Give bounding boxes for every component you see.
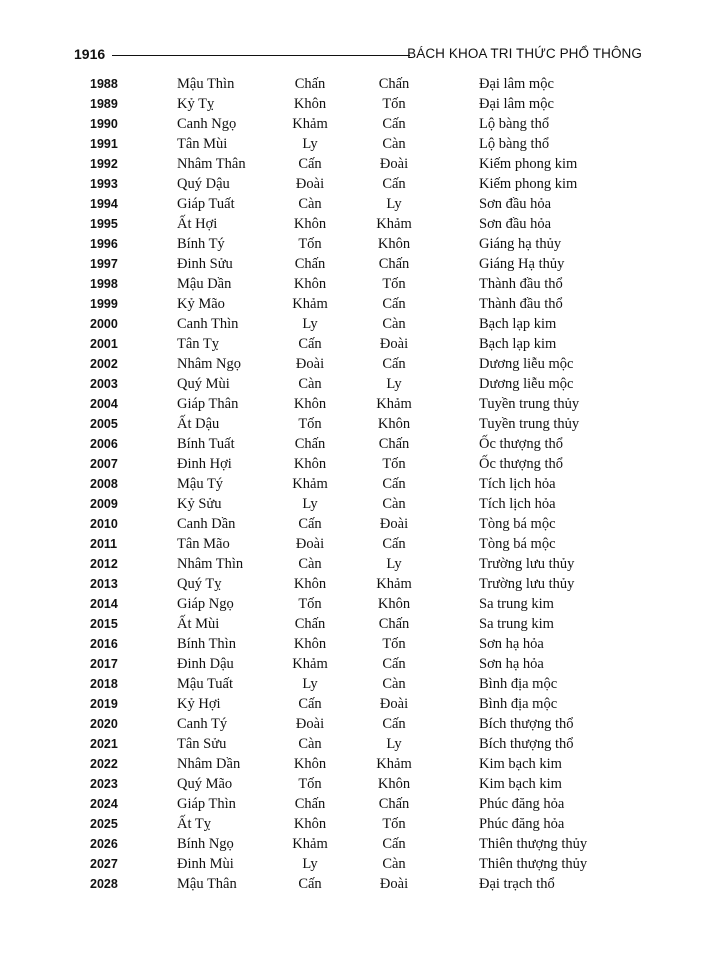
can-chi-cell: Ất Mùi	[177, 616, 220, 632]
element-cell: Sơn đầu hỏa	[479, 216, 552, 232]
year-cell: 2013	[90, 577, 118, 591]
year-cell: 2026	[90, 837, 118, 851]
element-cell: Kiếm phong kim	[479, 176, 578, 192]
table-row	[0, 213, 705, 233]
trigram-male-cell: Đoài	[295, 176, 325, 192]
element-cell: Dương liễu mộc	[479, 356, 574, 372]
element-cell: Tòng bá mộc	[479, 536, 556, 552]
year-cell: 1994	[90, 197, 118, 211]
trigram-male-cell: Tốn	[298, 236, 322, 252]
can-chi-cell: Bính Ngọ	[177, 836, 234, 852]
element-cell: Thành đầu thổ	[479, 296, 563, 312]
element-cell: Thiên thượng thủy	[479, 856, 588, 872]
trigram-female-cell: Khôn	[377, 596, 411, 612]
year-cell: 2000	[90, 317, 118, 331]
can-chi-cell: Giáp Ngọ	[177, 596, 234, 612]
table-row	[0, 833, 705, 853]
trigram-female-cell: Chấn	[378, 436, 410, 452]
trigram-female-cell: Càn	[382, 496, 406, 512]
table-row	[0, 393, 705, 413]
element-cell: Giáng hạ thủy	[479, 236, 562, 252]
year-cell: 2009	[90, 497, 118, 511]
year-cell: 1988	[90, 77, 118, 91]
trigram-male-cell: Cấn	[298, 156, 322, 172]
table-row	[0, 433, 705, 453]
trigram-male-cell: Ly	[302, 316, 318, 332]
table-row	[0, 573, 705, 593]
year-cell: 1990	[90, 117, 118, 131]
trigram-female-cell: Chấn	[378, 796, 410, 812]
can-chi-cell: Mậu Tuất	[177, 676, 234, 692]
can-chi-cell: Tân Mùi	[177, 136, 228, 152]
element-cell: Đại lâm mộc	[479, 96, 554, 112]
element-cell: Tuyền trung thủy	[479, 396, 580, 412]
table-row	[0, 693, 705, 713]
year-cell: 2016	[90, 637, 118, 651]
can-chi-cell: Tân Tỵ	[177, 336, 220, 352]
trigram-male-cell: Chấn	[294, 616, 326, 632]
can-chi-cell: Nhâm Thân	[177, 156, 246, 172]
element-cell: Phúc đăng hỏa	[479, 816, 565, 832]
element-cell: Giáng Hạ thủy	[479, 256, 565, 272]
trigram-male-cell: Khôn	[293, 456, 327, 472]
can-chi-cell: Canh Dần	[177, 516, 236, 532]
table-row	[0, 173, 705, 193]
element-cell: Dương liễu mộc	[479, 376, 574, 392]
trigram-female-cell: Cấn	[382, 716, 406, 732]
trigram-male-cell: Chấn	[294, 76, 326, 92]
element-cell: Bình địa mộc	[479, 676, 558, 692]
trigram-male-cell: Càn	[298, 736, 322, 752]
table-row	[0, 753, 705, 773]
year-cell: 2012	[90, 557, 118, 571]
page-number: 1916	[74, 46, 106, 62]
trigram-male-cell: Khôn	[293, 276, 327, 292]
can-chi-cell: Quý Mão	[177, 776, 233, 792]
element-cell: Trường lưu thủy	[479, 556, 575, 572]
year-cell: 2014	[90, 597, 118, 611]
can-chi-cell: Mậu Tý	[177, 476, 224, 492]
table-row	[0, 253, 705, 273]
year-table	[0, 73, 705, 893]
element-cell: Lộ bàng thổ	[479, 116, 550, 132]
trigram-female-cell: Cấn	[382, 176, 406, 192]
year-cell: 2020	[90, 717, 118, 731]
can-chi-cell: Tân Sửu	[177, 736, 227, 752]
table-row	[0, 353, 705, 373]
can-chi-cell: Tân Mão	[177, 536, 230, 552]
table-row	[0, 493, 705, 513]
table-row	[0, 613, 705, 633]
year-cell: 2023	[90, 777, 118, 791]
trigram-male-cell: Chấn	[294, 796, 326, 812]
table-row	[0, 453, 705, 473]
element-cell: Tích lịch hỏa	[479, 496, 556, 512]
year-cell: 1991	[90, 137, 118, 151]
trigram-female-cell: Chấn	[378, 256, 410, 272]
table-row	[0, 93, 705, 113]
trigram-male-cell: Chấn	[294, 436, 326, 452]
trigram-male-cell: Khảm	[292, 116, 328, 132]
can-chi-cell: Quý Dậu	[177, 176, 230, 192]
year-cell: 2019	[90, 697, 118, 711]
can-chi-cell: Giáp Tuất	[177, 196, 235, 212]
trigram-male-cell: Cấn	[298, 336, 322, 352]
trigram-female-cell: Ly	[386, 556, 402, 572]
can-chi-cell: Canh Ngọ	[177, 116, 237, 132]
year-cell: 2011	[90, 537, 118, 551]
element-cell: Bích thượng thổ	[479, 736, 574, 752]
element-cell: Bích thượng thổ	[479, 716, 574, 732]
can-chi-cell: Kỷ Hợi	[177, 696, 221, 712]
can-chi-cell: Mậu Thìn	[177, 76, 235, 92]
trigram-male-cell: Chấn	[294, 256, 326, 272]
trigram-male-cell: Ly	[302, 856, 318, 872]
trigram-female-cell: Càn	[382, 316, 406, 332]
trigram-male-cell: Ly	[302, 136, 318, 152]
year-cell: 2002	[90, 357, 118, 371]
year-cell: 2010	[90, 517, 118, 531]
trigram-male-cell: Ly	[302, 676, 318, 692]
trigram-male-cell: Cấn	[298, 516, 322, 532]
element-cell: Tuyền trung thủy	[479, 416, 580, 432]
table-row	[0, 593, 705, 613]
trigram-female-cell: Cấn	[382, 476, 406, 492]
trigram-male-cell: Khảm	[292, 296, 328, 312]
year-cell: 1997	[90, 257, 118, 271]
element-cell: Bạch lạp kim	[479, 336, 557, 352]
can-chi-cell: Nhâm Ngọ	[177, 356, 242, 372]
element-cell: Kim bạch kim	[479, 756, 562, 772]
year-cell: 2005	[90, 417, 118, 431]
table-row	[0, 233, 705, 253]
year-cell: 2001	[90, 337, 118, 351]
year-cell: 2015	[90, 617, 118, 631]
table-row	[0, 673, 705, 693]
can-chi-cell: Ất Tỵ	[177, 816, 211, 832]
element-cell: Phúc đăng hỏa	[479, 796, 565, 812]
table-row	[0, 873, 705, 893]
trigram-male-cell: Càn	[298, 556, 322, 572]
trigram-female-cell: Cấn	[382, 836, 406, 852]
table-row	[0, 513, 705, 533]
year-cell: 2017	[90, 657, 118, 671]
year-cell: 2022	[90, 757, 118, 771]
table-row	[0, 333, 705, 353]
can-chi-cell: Đinh Hợi	[177, 456, 232, 472]
table-row	[0, 793, 705, 813]
trigram-female-cell: Đoài	[379, 516, 409, 532]
year-cell: 2003	[90, 377, 118, 391]
trigram-female-cell: Cấn	[382, 296, 406, 312]
trigram-male-cell: Khôn	[293, 816, 327, 832]
book-title: BÁCH KHOA TRI THỨC PHỔ THÔNG	[407, 46, 642, 61]
element-cell: Ốc thượng thổ	[479, 456, 563, 472]
trigram-female-cell: Khảm	[376, 576, 412, 592]
trigram-male-cell: Đoài	[295, 716, 325, 732]
element-cell: Sa trung kim	[479, 616, 554, 632]
year-cell: 2007	[90, 457, 118, 471]
table-row	[0, 713, 705, 733]
can-chi-cell: Ất Hợi	[177, 216, 218, 232]
trigram-male-cell: Tốn	[298, 416, 322, 432]
trigram-female-cell: Chấn	[378, 616, 410, 632]
can-chi-cell: Mậu Dần	[177, 276, 232, 292]
trigram-male-cell: Khôn	[293, 216, 327, 232]
trigram-female-cell: Đoài	[379, 336, 409, 352]
year-cell: 2006	[90, 437, 118, 451]
element-cell: Sa trung kim	[479, 596, 554, 612]
trigram-female-cell: Càn	[382, 136, 406, 152]
year-cell: 2021	[90, 737, 118, 751]
trigram-female-cell: Đoài	[379, 876, 409, 892]
trigram-male-cell: Khôn	[293, 96, 327, 112]
year-cell: 2018	[90, 677, 118, 691]
trigram-male-cell: Cấn	[298, 876, 322, 892]
trigram-male-cell: Khôn	[293, 756, 327, 772]
element-cell: Đại trạch thổ	[479, 876, 555, 892]
table-row	[0, 293, 705, 313]
can-chi-cell: Kỷ Sửu	[177, 496, 222, 512]
can-chi-cell: Giáp Thìn	[177, 796, 236, 812]
trigram-male-cell: Khôn	[293, 396, 327, 412]
can-chi-cell: Ất Dậu	[177, 416, 220, 432]
trigram-male-cell: Khảm	[292, 656, 328, 672]
trigram-female-cell: Khảm	[376, 756, 412, 772]
table-row	[0, 733, 705, 753]
year-cell: 2028	[90, 877, 118, 891]
can-chi-cell: Đinh Sửu	[177, 256, 233, 272]
page-header	[74, 44, 642, 66]
element-cell: Sơn hạ hỏa	[479, 636, 544, 652]
trigram-female-cell: Tốn	[382, 816, 406, 832]
year-cell: 1995	[90, 217, 118, 231]
trigram-male-cell: Đoài	[295, 356, 325, 372]
table-row	[0, 473, 705, 493]
element-cell: Tích lịch hỏa	[479, 476, 556, 492]
year-cell: 2025	[90, 817, 118, 831]
element-cell: Ốc thượng thổ	[479, 436, 563, 452]
trigram-male-cell: Ly	[302, 496, 318, 512]
table-row	[0, 773, 705, 793]
trigram-female-cell: Ly	[386, 736, 402, 752]
trigram-male-cell: Khôn	[293, 636, 327, 652]
year-cell: 1996	[90, 237, 118, 251]
trigram-male-cell: Tốn	[298, 776, 322, 792]
table-row	[0, 73, 705, 93]
year-cell: 1989	[90, 97, 118, 111]
year-cell: 1999	[90, 297, 118, 311]
trigram-female-cell: Cấn	[382, 536, 406, 552]
can-chi-cell: Kỷ Tỵ	[177, 96, 215, 112]
table-row	[0, 653, 705, 673]
table-row	[0, 853, 705, 873]
element-cell: Trường lưu thủy	[479, 576, 575, 592]
year-cell: 2008	[90, 477, 118, 491]
element-cell: Thiên thượng thủy	[479, 836, 588, 852]
trigram-female-cell: Khôn	[377, 236, 411, 252]
element-cell: Thành đầu thổ	[479, 276, 563, 292]
element-cell: Đại lâm mộc	[479, 76, 554, 92]
trigram-female-cell: Khảm	[376, 216, 412, 232]
can-chi-cell: Canh Tý	[177, 716, 228, 732]
trigram-male-cell: Khảm	[292, 836, 328, 852]
trigram-female-cell: Đoài	[379, 696, 409, 712]
trigram-female-cell: Tốn	[382, 636, 406, 652]
trigram-female-cell: Tốn	[382, 96, 406, 112]
trigram-female-cell: Càn	[382, 856, 406, 872]
trigram-male-cell: Khôn	[293, 576, 327, 592]
trigram-female-cell: Ly	[386, 376, 402, 392]
year-cell: 2004	[90, 397, 118, 411]
year-cell: 2027	[90, 857, 118, 871]
trigram-female-cell: Khôn	[377, 416, 411, 432]
element-cell: Kiếm phong kim	[479, 156, 578, 172]
trigram-female-cell: Tốn	[382, 276, 406, 292]
trigram-female-cell: Ly	[386, 196, 402, 212]
table-row	[0, 193, 705, 213]
can-chi-cell: Nhâm Dần	[177, 756, 241, 772]
trigram-female-cell: Cấn	[382, 116, 406, 132]
can-chi-cell: Canh Thìn	[177, 316, 239, 332]
year-cell: 1993	[90, 177, 118, 191]
element-cell: Bình địa mộc	[479, 696, 558, 712]
trigram-female-cell: Cấn	[382, 356, 406, 372]
trigram-male-cell: Càn	[298, 196, 322, 212]
trigram-female-cell: Đoài	[379, 156, 409, 172]
can-chi-cell: Nhâm Thìn	[177, 556, 244, 572]
table-row	[0, 273, 705, 293]
element-cell: Kim bạch kim	[479, 776, 562, 792]
can-chi-cell: Kỷ Mão	[177, 296, 225, 312]
element-cell: Lộ bàng thổ	[479, 136, 550, 152]
trigram-male-cell: Càn	[298, 376, 322, 392]
can-chi-cell: Giáp Thân	[177, 396, 239, 412]
header-rule	[112, 55, 410, 56]
trigram-female-cell: Tốn	[382, 456, 406, 472]
trigram-male-cell: Tốn	[298, 596, 322, 612]
trigram-female-cell: Khôn	[377, 776, 411, 792]
can-chi-cell: Bính Tý	[177, 236, 225, 252]
trigram-male-cell: Cấn	[298, 696, 322, 712]
trigram-male-cell: Đoài	[295, 536, 325, 552]
trigram-female-cell: Càn	[382, 676, 406, 692]
element-cell: Sơn hạ hỏa	[479, 656, 544, 672]
table-row	[0, 113, 705, 133]
table-row	[0, 313, 705, 333]
element-cell: Sơn đầu hỏa	[479, 196, 552, 212]
table-row	[0, 153, 705, 173]
can-chi-cell: Bính Tuất	[177, 436, 235, 452]
trigram-female-cell: Khảm	[376, 396, 412, 412]
table-row	[0, 633, 705, 653]
can-chi-cell: Đinh Dậu	[177, 656, 234, 672]
can-chi-cell: Mậu Thân	[177, 876, 237, 892]
year-cell: 2024	[90, 797, 118, 811]
element-cell: Bạch lạp kim	[479, 316, 557, 332]
year-cell: 1998	[90, 277, 118, 291]
element-cell: Tòng bá mộc	[479, 516, 556, 532]
table-row	[0, 813, 705, 833]
can-chi-cell: Đinh Mùi	[177, 856, 234, 872]
table-row	[0, 533, 705, 553]
table-row	[0, 133, 705, 153]
can-chi-cell: Bính Thìn	[177, 636, 236, 652]
table-row	[0, 553, 705, 573]
table-row	[0, 373, 705, 393]
trigram-male-cell: Khảm	[292, 476, 328, 492]
trigram-female-cell: Cấn	[382, 656, 406, 672]
trigram-female-cell: Chấn	[378, 76, 410, 92]
can-chi-cell: Quý Mùi	[177, 376, 230, 392]
can-chi-cell: Quý Tỵ	[177, 576, 222, 592]
table-row	[0, 413, 705, 433]
year-cell: 1992	[90, 157, 118, 171]
